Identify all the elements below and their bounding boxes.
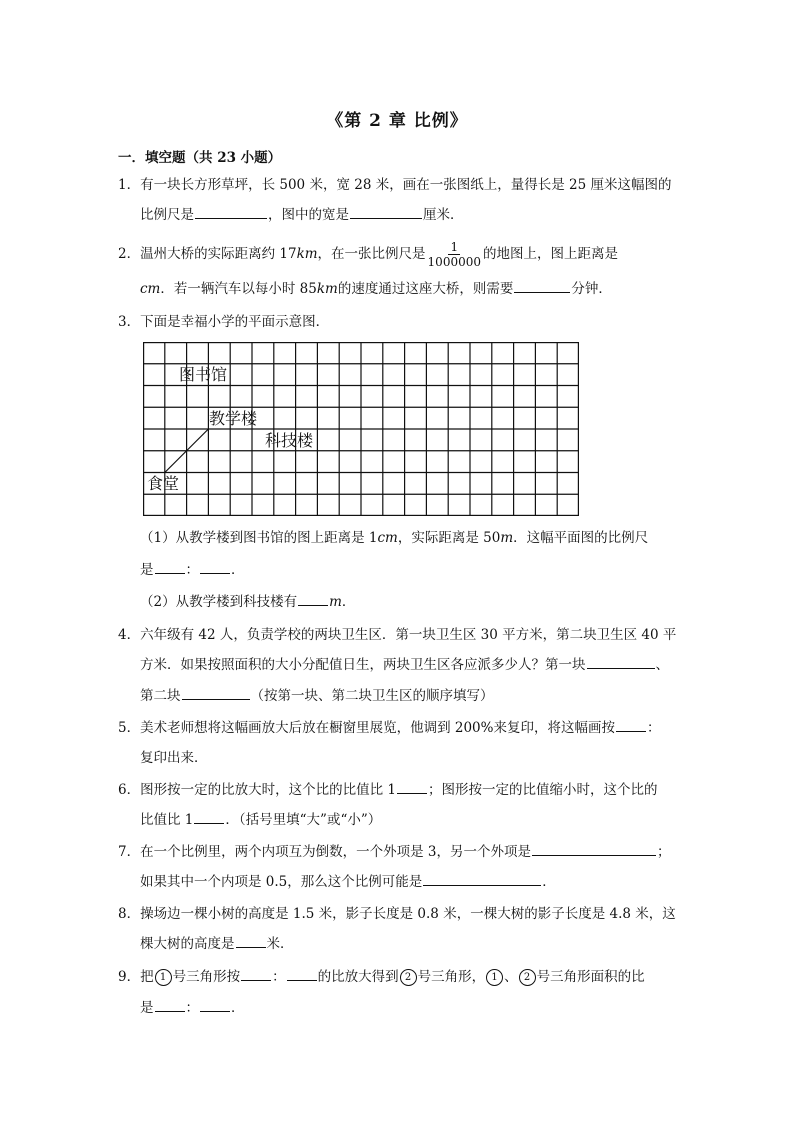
answer-blank[interactable] xyxy=(587,655,655,669)
question-4-line-1: 4．六年级有 42 人，负责学校的两块卫生区．第一块卫生区 30 平方米，第二块卫生区 40 平 xyxy=(118,627,677,643)
answer-blank[interactable] xyxy=(397,780,427,794)
answer-blank[interactable] xyxy=(287,967,317,981)
question-3-part-1-line-1: （1）从教学楼到图书馆的图上距离是 1cm，实际距离是 50m．这幅平面图的比例尺 xyxy=(140,530,649,546)
question-8-line-2: 棵大树的高度是 米． xyxy=(140,936,294,952)
question-8-line-1: 8．操场边一棵小树的高度是 1.5 米，影子长度是 0.8 米，一棵大树的影子长度是 4.8 米，这 xyxy=(118,906,676,922)
question-4-line-2: 方米．如果按照面积的大小分配值日生，两块卫生区各应派多少人？第一块 、 xyxy=(140,657,669,673)
question-5-line-1: 5．美术老师想将这幅画放大后放在橱窗里展览，他调到 200%来复印，将这幅画按 ： xyxy=(118,720,661,736)
question-1-line-1: 1．有一块长方形草坪，长 500 米，宽 28 米，画在一张图纸上，量得长是 25 厘米这幅图的 xyxy=(118,177,672,193)
circled-number-2: 2 xyxy=(400,969,417,986)
answer-blank[interactable] xyxy=(241,967,271,981)
question-6-line-1: 6．图形按一定的比放大时，这个比的比值比 1 ；图形按一定的比值缩小时，这个比的 xyxy=(118,782,658,798)
answer-blank[interactable] xyxy=(195,205,267,219)
answer-blank[interactable] xyxy=(514,279,570,293)
circled-number-2: 2 xyxy=(519,969,536,986)
question-1-line-2: 比例尺是 ，图中的宽是 厘米． xyxy=(140,207,464,223)
question-2-line-1: 2．温州大桥的实际距离约 17km，在一张比例尺是 $\frac{1}{1000000}$ 的地图上，图上距离是 xyxy=(118,240,618,269)
question-3-part-2: （2）从教学楼到科技楼有 m． xyxy=(140,594,356,610)
answer-blank[interactable] xyxy=(616,718,646,732)
question-2-line-2: cm．若一辆汽车以每小时 85km的速度通过这座大桥，则需要 分钟． xyxy=(140,281,612,297)
question-7-line-1: 7．在一个比例里，两个内项互为倒数，一个外项是 3，另一个外项是 ； xyxy=(118,844,671,860)
question-4-line-3: 第二块 （按第一块、第二块卫生区的顺序填写） xyxy=(140,688,494,704)
question-3-part-1-line-2: 是 ： ． xyxy=(140,562,245,578)
answer-blank[interactable] xyxy=(194,810,224,824)
answer-blank[interactable] xyxy=(182,686,250,700)
question-9-line-2: 是 ： ． xyxy=(140,1000,245,1016)
answer-blank[interactable] xyxy=(236,934,266,948)
circled-number-1: 1 xyxy=(486,969,503,986)
question-6-line-2: 比值比 1 ．（括号里填“大”或“小”） xyxy=(140,812,382,828)
question-3-line-1: 3．下面是幸福小学的平面示意图． xyxy=(118,314,330,330)
school-map-grid xyxy=(143,342,579,516)
question-5-line-2: 复印出来． xyxy=(140,750,208,766)
answer-blank[interactable] xyxy=(200,560,230,574)
question-7-line-2: 如果其中一个内项是 0.5，那么这个比例可能是 ． xyxy=(140,874,556,890)
answer-blank[interactable] xyxy=(350,205,422,219)
answer-blank[interactable] xyxy=(155,560,185,574)
answer-blank[interactable] xyxy=(423,872,541,886)
answer-blank[interactable] xyxy=(532,842,656,856)
map-label-library: 图书馆 xyxy=(179,365,228,384)
page-title: 《第 2 章 比例》 xyxy=(326,111,468,131)
map-label-tech-building: 科技楼 xyxy=(265,431,314,450)
answer-blank[interactable] xyxy=(298,592,328,606)
section-heading: 一．填空题（共 23 小题） xyxy=(118,150,282,166)
answer-blank[interactable] xyxy=(155,998,185,1012)
map-label-canteen: 食堂 xyxy=(147,474,180,493)
question-9-line-1: 9．把 1 号三角形按 ： 的比放大得到 2 号三角形， 1 、 2 号三角形面积的比 xyxy=(118,969,645,985)
map-label-teaching-building: 教学楼 xyxy=(209,409,258,428)
scale-fraction: $\frac{1}{1000000}$ xyxy=(427,240,481,269)
answer-blank[interactable] xyxy=(200,998,230,1012)
circled-number-1: 1 xyxy=(155,969,172,986)
